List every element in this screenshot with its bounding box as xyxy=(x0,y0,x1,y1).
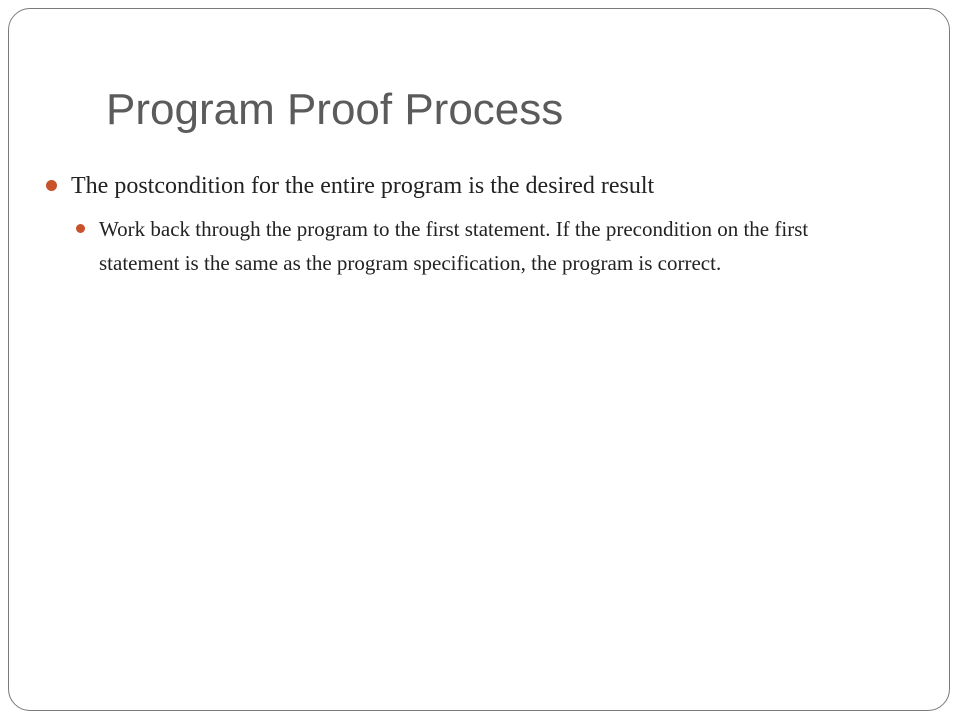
slide-content xyxy=(46,170,896,280)
bullet-item xyxy=(46,170,896,202)
sub-bullet-text: Work back through the program to the first statement. If the precondition on the first statement is the same as the program specification, the program is correct. xyxy=(99,217,809,275)
bullet-dot-icon xyxy=(46,180,57,191)
sub-bullet-item xyxy=(76,212,829,280)
slide-title: Program Proof Process xyxy=(106,85,564,134)
sub-bullet-dot-icon xyxy=(76,224,85,233)
bullet-text: The postcondition for the entire program is the desired result xyxy=(71,173,655,199)
